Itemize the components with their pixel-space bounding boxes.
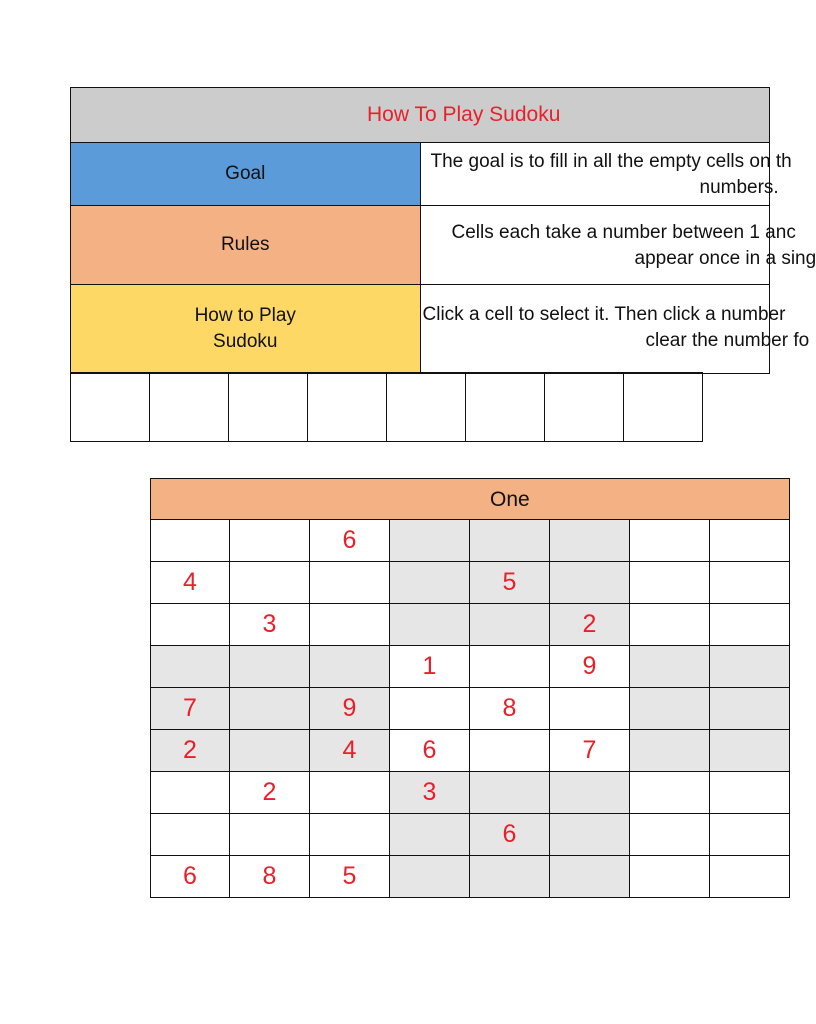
sudoku-cell[interactable]: [710, 604, 790, 646]
sudoku-cell[interactable]: [550, 688, 630, 730]
play-line-1: Click a cell to select it. Then click a number: [422, 304, 786, 325]
rules-line-1: Cells each take a number between 1 anc: [451, 222, 796, 243]
sudoku-cell[interactable]: [390, 604, 470, 646]
sudoku-cell[interactable]: [710, 772, 790, 814]
blank-cell: [544, 372, 624, 442]
sudoku-cell[interactable]: 3: [390, 772, 470, 814]
sudoku-cell[interactable]: [710, 562, 790, 604]
sudoku-cell[interactable]: 2: [150, 730, 230, 772]
how-to-play-description: [420, 285, 810, 374]
blank-cell: [149, 372, 229, 442]
how-to-title: How To Play Sudoku: [71, 88, 770, 143]
sudoku-cell[interactable]: [630, 730, 710, 772]
sudoku-cell[interactable]: [630, 814, 710, 856]
sudoku-cell[interactable]: 6: [390, 730, 470, 772]
sudoku-cell[interactable]: 3: [230, 604, 310, 646]
sudoku-cell[interactable]: [230, 646, 310, 688]
sudoku-cell[interactable]: 8: [470, 688, 550, 730]
sudoku-cell[interactable]: [310, 604, 390, 646]
sudoku-cell[interactable]: 4: [150, 562, 230, 604]
sudoku-cell[interactable]: [230, 730, 310, 772]
blank-cell: [228, 372, 308, 442]
sudoku-cell[interactable]: [230, 520, 310, 562]
sudoku-cell[interactable]: 2: [550, 604, 630, 646]
rules-description: [420, 206, 816, 285]
sudoku-cell[interactable]: [550, 814, 630, 856]
sudoku-cell[interactable]: [230, 814, 310, 856]
sudoku-cell[interactable]: [390, 562, 470, 604]
sudoku-cell[interactable]: [550, 772, 630, 814]
rules-line-2: appear once in a sing: [634, 248, 816, 269]
sudoku-cell[interactable]: [150, 772, 230, 814]
sudoku-cell[interactable]: [150, 814, 230, 856]
sudoku-cell[interactable]: [470, 604, 550, 646]
sudoku-grid: [150, 520, 790, 898]
sudoku-cell[interactable]: [470, 856, 550, 898]
sudoku-cell[interactable]: [630, 856, 710, 898]
sudoku-cell[interactable]: 1: [390, 646, 470, 688]
blank-cell: [307, 372, 387, 442]
sudoku-cell[interactable]: [550, 856, 630, 898]
how-to-play-table: [70, 87, 816, 374]
sudoku-cell[interactable]: [630, 562, 710, 604]
puzzle-name: One: [150, 478, 790, 520]
blank-cell: [386, 372, 466, 442]
play-line-2: clear the number fo: [645, 330, 810, 351]
sudoku-puzzle: [150, 478, 790, 898]
sudoku-cell[interactable]: 6: [310, 520, 390, 562]
sudoku-cell[interactable]: [630, 604, 710, 646]
sudoku-cell[interactable]: [150, 604, 230, 646]
sudoku-cell[interactable]: [390, 688, 470, 730]
sudoku-cell[interactable]: [710, 520, 790, 562]
sudoku-cell[interactable]: [470, 646, 550, 688]
how-to-play-label-line-1: How to Play: [194, 305, 296, 326]
sudoku-cell[interactable]: 5: [310, 856, 390, 898]
rules-label: Rules: [71, 206, 421, 285]
goal-line-2: numbers.: [699, 177, 779, 198]
goal-description: [420, 143, 792, 206]
sudoku-cell[interactable]: [310, 772, 390, 814]
goal-label: Goal: [71, 143, 421, 206]
sudoku-cell[interactable]: [630, 520, 710, 562]
sudoku-cell[interactable]: [710, 856, 790, 898]
blank-row: [70, 372, 703, 442]
sudoku-cell[interactable]: [230, 688, 310, 730]
sudoku-cell[interactable]: [630, 772, 710, 814]
sudoku-cell[interactable]: [470, 730, 550, 772]
sudoku-cell[interactable]: [470, 520, 550, 562]
sudoku-cell[interactable]: [550, 562, 630, 604]
sudoku-cell[interactable]: 7: [550, 730, 630, 772]
sudoku-cell[interactable]: [230, 562, 310, 604]
sudoku-cell[interactable]: [470, 772, 550, 814]
sudoku-cell[interactable]: 2: [230, 772, 310, 814]
sudoku-cell[interactable]: [710, 646, 790, 688]
how-to-play-label-line-2: Sudoku: [213, 331, 278, 352]
sudoku-cell[interactable]: [710, 730, 790, 772]
sudoku-cell[interactable]: [550, 520, 630, 562]
sudoku-cell[interactable]: 5: [470, 562, 550, 604]
how-to-play-label: [71, 285, 421, 374]
blank-cell: [623, 372, 703, 442]
sudoku-cell[interactable]: 6: [470, 814, 550, 856]
blank-cell: [70, 372, 150, 442]
goal-line-1: The goal is to fill in all the empty cells on th: [430, 151, 792, 172]
sudoku-cell[interactable]: [630, 646, 710, 688]
blank-cell: [465, 372, 545, 442]
sudoku-cell[interactable]: [630, 688, 710, 730]
sudoku-cell[interactable]: [310, 646, 390, 688]
sudoku-cell[interactable]: 4: [310, 730, 390, 772]
sudoku-cell[interactable]: [150, 646, 230, 688]
sudoku-cell[interactable]: [710, 814, 790, 856]
sudoku-cell[interactable]: 9: [310, 688, 390, 730]
sudoku-cell[interactable]: [150, 520, 230, 562]
sudoku-cell[interactable]: 7: [150, 688, 230, 730]
sudoku-cell[interactable]: [310, 562, 390, 604]
sudoku-cell[interactable]: 8: [230, 856, 310, 898]
sudoku-cell[interactable]: [390, 520, 470, 562]
sudoku-cell[interactable]: [710, 688, 790, 730]
sudoku-cell[interactable]: 6: [150, 856, 230, 898]
sudoku-cell[interactable]: [310, 814, 390, 856]
sudoku-cell[interactable]: [390, 856, 470, 898]
sudoku-cell[interactable]: [390, 814, 470, 856]
sudoku-cell[interactable]: 9: [550, 646, 630, 688]
